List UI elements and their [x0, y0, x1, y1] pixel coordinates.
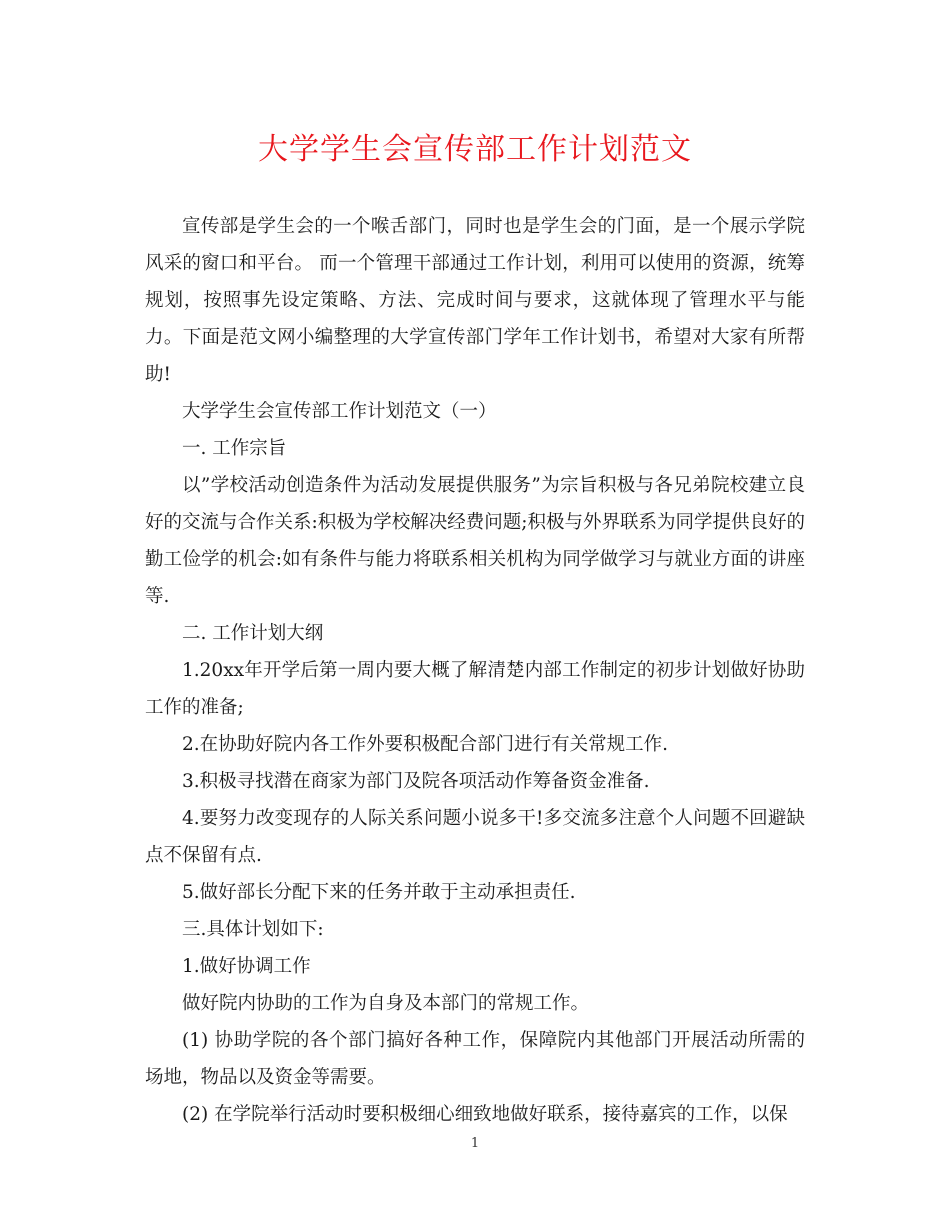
- subheading-plan: 三.具体计划如下:: [182, 919, 324, 940]
- subheading-outline: 二. 工作计划大纲: [182, 623, 324, 644]
- document-body: [145, 208, 805, 1133]
- list-item-3: 3.积极寻找潜在商家为部门及院各项活动作筹备资金准备.: [182, 771, 650, 792]
- page-number: 1: [470, 1136, 480, 1151]
- sub-item-2: (2) 在学院举行活动时要积极细心细致地做好联系，接待嘉宾的工作，以保: [182, 1104, 788, 1125]
- list-item-5: 5.做好部长分配下来的任务并敢于主动承担责任.: [182, 882, 576, 903]
- subheading-purpose: 一. 工作宗旨: [182, 438, 287, 459]
- document-title: 大学学生会宣传部工作计划范文: [258, 132, 692, 167]
- plan-item-1: 1.做好协调工作: [182, 956, 311, 977]
- list-item-4: 4.要努力改变现存的人际关系问题小说多干!多交流多注意个人问题不回避缺点不保留有点.: [145, 808, 805, 866]
- sub-item-1: (1) 协助学院的各个部门搞好各种工作，保障院内其他部门开展活动所需的场地，物品以及资金等需要。: [145, 1030, 805, 1088]
- section-heading-1: 大学学生会宣传部工作计划范文（一）: [182, 401, 497, 422]
- paragraph-coordination: 做好院内协助的工作为自身及本部门的常规工作。: [182, 993, 590, 1014]
- list-item-1: 1.20xx年开学后第一周内要大概了解清楚内部工作制定的初步计划做好协助工作的准备;: [145, 660, 805, 718]
- paragraph-purpose: 以”学校活动创造条件为活动发展提供服务”为宗旨积极与各兄弟院校建立良好的交流与合作关系:积极为学校解决经费问题;积极与外界联系为同学提供良好的勤工俭学的机会:如有条件与能力将联系相关机构为同学做学习与就业方面的讲座等.: [145, 475, 805, 607]
- list-item-2: 2.在协助好院内各工作外要积极配合部门进行有关常规工作.: [182, 734, 669, 755]
- paragraph-intro: 宣传部是学生会的一个喉舌部门，同时也是学生会的门面，是一个展示学院风采的窗口和平台。 而一个管理干部通过工作计划，利用可以使用的资源，统筹规划，按照事先设定策略、方法、完成时间与要求，这就体现了管理水平与能力。下面是范文网小编整理的大学宣传部门学年工作计划书，希望对大家有所帮助!: [145, 216, 805, 385]
